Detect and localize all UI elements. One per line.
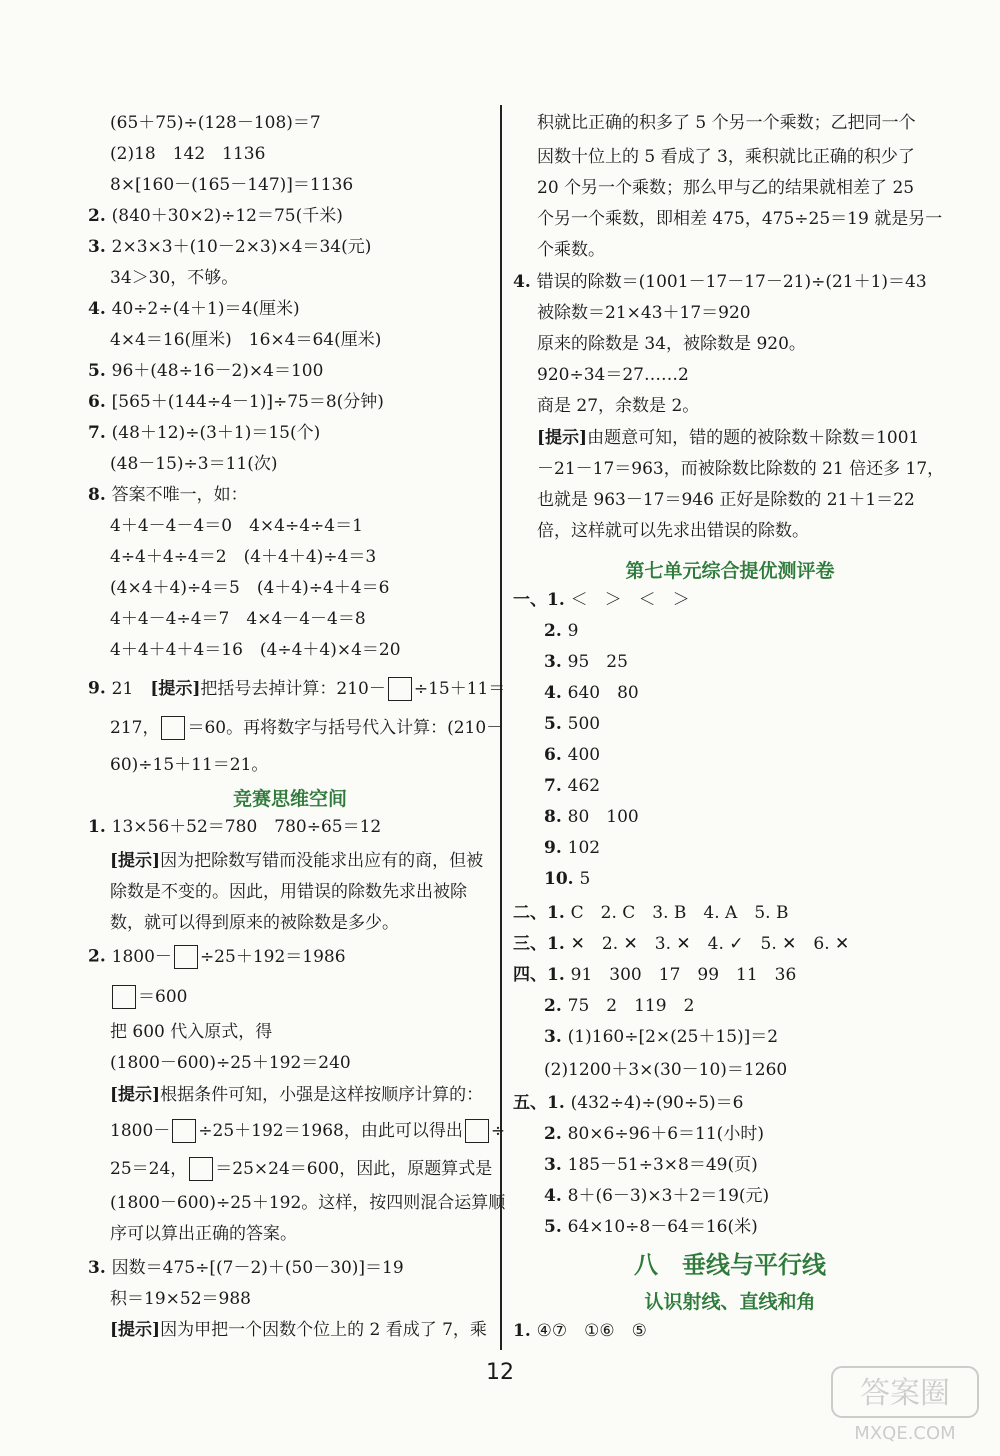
heading-chapter8: 八 垂线与平行线 [634, 1251, 826, 1279]
answer-line [537, 177, 914, 199]
answer-line [513, 933, 849, 955]
item-text: 序可以算出正确的答案。 [110, 1224, 297, 1244]
item-number: 7. [544, 776, 568, 796]
item-text: 原来的除数是 34，被除数是 920。 [537, 334, 806, 354]
item-number: 5. [544, 1217, 568, 1237]
item-text: 8×[160－(165－147)]＝1136 [110, 175, 354, 195]
hint-label: [提示] [537, 428, 588, 448]
item-text: 因数＝475÷[(7－2)＋(50－30)]＝19 [111, 1258, 404, 1278]
answer-line [537, 458, 944, 480]
answer-line [110, 881, 467, 903]
item-text: 除数是不变的。因此，用错误的除数先求出被除 [110, 882, 467, 902]
answer-line [110, 1157, 492, 1181]
item-number: 3. [544, 652, 568, 672]
answer-line [537, 146, 915, 168]
item-text: [提示]因为甲把一个因数个位上的 2 看成了 7，乘 [110, 1320, 487, 1340]
blank-box [174, 945, 198, 969]
svg-text:MXQE.COM: MXQE.COM [854, 1423, 956, 1444]
answer-line [537, 489, 915, 511]
item-text: 错误的除数＝(1001－17－17－21)÷(21＋1)＝43 [536, 272, 927, 292]
answer-line [110, 1021, 272, 1043]
item-number: 6. [544, 745, 568, 765]
item-text: (1)160÷[2×(25＋15)]＝2 [567, 1027, 779, 1047]
item-text: 因数十位上的 5 看成了 3，乘积就比正确的积少了 [537, 147, 915, 167]
item-text: 20 个另一个乘数；那么甲与乙的结果就相差了 25 [537, 178, 915, 198]
item-text: [565＋(144÷4－1)]÷75＝8(分钟) [111, 392, 384, 412]
blank-box [189, 1157, 213, 1181]
item-text: 倍，这样就可以先求出错误的除数。 [537, 521, 809, 541]
answer-line [513, 1320, 647, 1342]
item-number: 2. [88, 206, 112, 226]
answer-line [88, 1257, 404, 1279]
watermark-logo [830, 1365, 980, 1445]
item-text: (48－15)÷3＝11(次) [110, 454, 278, 474]
item-text: [提示]由题意可知，错的题的被除数＋除数＝1001 [537, 428, 920, 448]
item-number: 2. [544, 621, 568, 641]
answer-line [544, 1216, 758, 1238]
item-text: (1800－600)÷25＋192＝240 [110, 1053, 351, 1073]
answer-line [88, 816, 381, 838]
answer-line [110, 850, 483, 872]
item-text: 462 [567, 776, 601, 796]
answer-line [537, 395, 699, 417]
answer-line [110, 1223, 297, 1245]
item-text: 21 [提示]把括号去掉计算：210－ ÷15＋11＝ [112, 679, 506, 699]
hint-label: [提示] [150, 678, 201, 699]
item-text: 也就是 963－17＝946 正好是除数的 21＋1＝22 [537, 490, 915, 510]
answer-line [544, 1059, 787, 1081]
answer-line [537, 208, 942, 230]
answer-line [110, 639, 401, 661]
blank-box [465, 1119, 489, 1143]
item-text: (840＋30×2)÷12＝75(千米) [111, 206, 343, 226]
item-text: (1800－600)÷25＋192。这样，按四则混合运算顺 [110, 1193, 506, 1213]
answer-line [110, 1288, 251, 1310]
item-text: 13×56＋52＝780 780÷65＝12 [111, 817, 382, 837]
item-number: 3. [544, 1155, 568, 1175]
item-number: 8. [544, 807, 568, 827]
item-text: [提示]根据条件可知，小强是这样按顺序计算的： [110, 1085, 484, 1105]
item-text: 4×4＝16(厘米) 16×4＝64(厘米) [110, 330, 382, 350]
hint-label: [提示] [110, 851, 161, 871]
item-text: 1800－ ÷25＋192＝1986 [112, 947, 346, 967]
item-text: (65＋75)÷(128－108)＝7 [110, 113, 321, 133]
answer-line [544, 1026, 778, 1048]
item-text: －21－17＝963，而被除数比除数的 21 倍还多 17， [537, 459, 945, 479]
item-text: 数，就可以得到原来的被除数是多少。 [110, 913, 399, 933]
answer-line [537, 112, 916, 134]
item-number: 4. [544, 683, 568, 703]
item-text: 答案不唯一，如： [111, 485, 248, 505]
answer-line [513, 902, 788, 924]
item-number: 一、1. [513, 590, 571, 610]
item-number: 10. [544, 869, 580, 889]
item-text: 185－51÷3×8＝49(页) [567, 1155, 758, 1175]
item-number: 1. [513, 1321, 537, 1341]
answer-line [544, 775, 600, 797]
answer-line [537, 239, 605, 261]
heading-competition: 竞赛思维空间 [232, 788, 347, 810]
item-number: 二、1. [513, 903, 571, 923]
item-text: 60)÷15＋11＝21。 [110, 755, 269, 775]
page-number: 12 [486, 1360, 514, 1385]
answer-line [88, 391, 384, 413]
answer-line [513, 1092, 743, 1114]
heading-unit7-test: 第七单元综合提优测评卷 [625, 560, 835, 582]
item-text: 被除数＝21×43＋17＝920 [537, 303, 751, 323]
item-text: 5 [579, 869, 591, 889]
item-number: 4. [88, 299, 112, 319]
item-text: 217， ＝60。再将数字与括号代入计算：(210－ [110, 718, 503, 738]
item-text: C 2. C 3. B 4. A 5. B [570, 903, 789, 923]
answer-line [88, 236, 371, 258]
item-text: (2)18 142 1136 [110, 144, 266, 164]
answer-line [544, 995, 694, 1017]
item-text: 920÷34＝27……2 [537, 365, 689, 385]
item-number: 三、1. [513, 934, 571, 954]
item-text: 34＞30，不够。 [110, 268, 239, 288]
item-number: 8. [88, 485, 112, 505]
item-number: 2. [544, 996, 568, 1016]
answer-line [110, 1119, 505, 1143]
item-text: 商是 27，余数是 2。 [537, 396, 700, 416]
item-text: 9 [567, 621, 579, 641]
answer-line [110, 716, 503, 740]
blank-box [172, 1119, 196, 1143]
item-text: 640 80 [567, 683, 639, 703]
answer-line [110, 1084, 483, 1106]
answer-line [110, 1319, 487, 1341]
answer-line [88, 945, 346, 969]
answer-line [110, 329, 381, 351]
answer-line [110, 754, 268, 776]
item-text: 1800－ ÷25＋192＝1968，由此可以得出 ÷ [110, 1121, 505, 1141]
item-text: 积就比正确的积多了 5 个另一个乘数；乙把同一个 [537, 113, 916, 133]
answer-line [88, 205, 343, 227]
item-text: (2)1200＋3×(30－10)＝1260 [544, 1060, 788, 1080]
item-number: 3. [544, 1027, 568, 1047]
item-number: 9. [88, 678, 112, 699]
item-number: 6. [88, 392, 112, 412]
answer-line [110, 1052, 351, 1074]
item-text: 25＝24， ＝25×24＝600，因此，原题算式是 [110, 1159, 492, 1179]
answer-line [513, 964, 796, 986]
answer-line [544, 682, 639, 704]
answer-line [110, 1192, 505, 1214]
blank-box [161, 716, 185, 740]
item-text: ＜ ＞ ＜ ＞ [570, 590, 690, 610]
answer-line [88, 677, 505, 701]
answer-line [544, 1123, 764, 1145]
answer-line [537, 333, 806, 355]
answer-line [537, 427, 919, 449]
item-text: 8＋(6－3)×3＋2＝19(元) [567, 1186, 770, 1206]
item-text: 4＋4－4－4＝0 4×4÷4÷4＝1 [110, 516, 363, 536]
hint-label: [提示] [110, 1085, 161, 1105]
answer-line [537, 302, 751, 324]
blank-box [112, 985, 136, 1009]
item-text: [提示]因为把除数写错而没能求出应有的商，但被 [110, 851, 484, 871]
item-text: 64×10÷8－64＝16(米) [567, 1217, 758, 1237]
answer-line [88, 360, 323, 382]
item-text: 个乘数。 [537, 240, 605, 260]
item-number: 7. [88, 423, 112, 443]
answer-line [110, 112, 321, 134]
answer-line [110, 985, 187, 1009]
item-text: (432÷4)÷(90÷5)＝6 [570, 1093, 744, 1113]
item-number: 4. [513, 272, 537, 292]
item-text: 40÷2÷(4＋1)＝4(厘米) [111, 299, 300, 319]
item-text: 95 25 [567, 652, 628, 672]
answer-line [544, 1185, 769, 1207]
answer-line [110, 174, 353, 196]
answer-line [544, 620, 579, 642]
item-text: 4＋4＋4＋4＝16 (4÷4＋4)×4＝20 [110, 640, 401, 660]
answer-line [537, 520, 809, 542]
item-text: ✕ 2. ✕ 3. ✕ 4. ✓ 5. ✕ 6. ✕ [570, 934, 850, 954]
item-number: 1. [88, 817, 112, 837]
item-number: 9. [544, 838, 568, 858]
item-text: 91 300 17 99 11 36 [570, 965, 797, 985]
item-text: ④⑦ ①⑥ ⑤ [536, 1321, 647, 1341]
answer-line [88, 422, 320, 444]
item-number: 3. [88, 237, 112, 257]
item-number: 四、1. [513, 965, 571, 985]
answer-line [110, 453, 278, 475]
blank-box [388, 677, 412, 701]
answer-line [110, 267, 238, 289]
answer-line [544, 713, 600, 735]
item-number: 5. [544, 714, 568, 734]
answer-line [544, 837, 600, 859]
answer-line [110, 143, 265, 165]
item-text: (4×4＋4)÷4＝5 (4＋4)÷4＋4＝6 [110, 578, 390, 598]
hint-label: [提示] [110, 1320, 161, 1340]
heading-rays-lines-angles: 认识射线、直线和角 [644, 1291, 816, 1313]
answer-line [537, 364, 689, 386]
answer-line [544, 806, 639, 828]
answer-line [110, 546, 376, 568]
item-text: (48＋12)÷(3＋1)＝15(个) [111, 423, 321, 443]
answer-line [110, 577, 389, 599]
item-text: ＝600 [110, 987, 187, 1007]
item-text: 4＋4－4÷4＝7 4×4－4－4＝8 [110, 609, 366, 629]
answer-line [513, 271, 927, 293]
item-text: 75 2 119 2 [567, 996, 695, 1016]
answer-line [513, 589, 690, 611]
item-text: 把 600 代入原式，得 [110, 1022, 273, 1042]
item-number: 3. [88, 1258, 112, 1278]
item-number: 4. [544, 1186, 568, 1206]
answer-line [544, 744, 600, 766]
answer-line [544, 651, 628, 673]
svg-text:答案圈: 答案圈 [860, 1376, 950, 1411]
item-number: 5. [88, 361, 112, 381]
item-text: 400 [567, 745, 601, 765]
answer-line [110, 912, 399, 934]
item-text: 102 [567, 838, 601, 858]
answer-line [544, 868, 590, 890]
item-text: 80×6÷96＋6＝11(小时) [567, 1124, 764, 1144]
item-text: 积＝19×52＝988 [110, 1289, 251, 1309]
item-number: 2. [88, 946, 112, 967]
item-number: 2. [544, 1124, 568, 1144]
answer-line [110, 608, 366, 630]
answer-line [544, 1154, 758, 1176]
item-text: 96＋(48÷16－2)×4＝100 [111, 361, 324, 381]
item-text: 个另一个乘数，即相差 475，475÷25＝19 就是另一 [537, 209, 943, 229]
item-number: 五、1. [513, 1093, 571, 1113]
item-text: 2×3×3＋(10－2×3)×4＝34(元) [111, 237, 372, 257]
answer-line [88, 298, 300, 320]
answer-line [110, 515, 363, 537]
item-text: 500 [567, 714, 601, 734]
item-text: 80 100 [567, 807, 639, 827]
item-text: 4÷4＋4÷4＝2 (4＋4＋4)÷4＝3 [110, 547, 377, 567]
answer-line [88, 484, 248, 506]
